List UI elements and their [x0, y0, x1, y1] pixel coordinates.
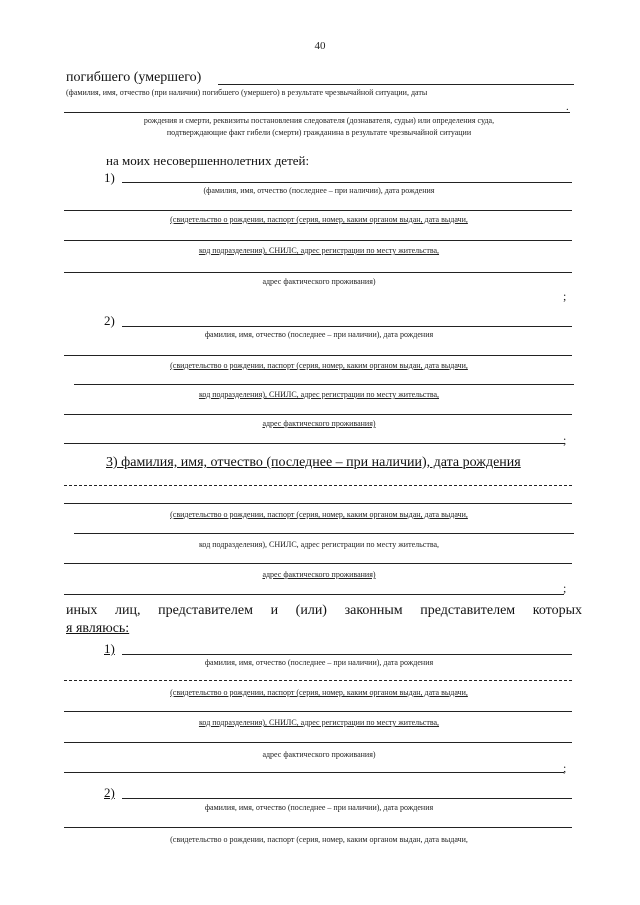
other1-semicolon: ; [563, 761, 567, 775]
other1-code-caption: код подразделения), СНИЛС, адрес регистрации по месту жительства, [198, 718, 440, 727]
deceased-title: погибшего (умершего) [66, 70, 202, 85]
others-heading-line1 [66, 603, 582, 619]
child2-fio-caption: фамилия, имя, отчество (последнее – при наличии), дата рождения [204, 330, 434, 339]
period-mark: . [566, 101, 569, 113]
others-heading-line2: я являюсь: [66, 621, 130, 636]
children-heading: на моих несовершеннолетних детей: [106, 153, 310, 168]
child3-marker: 3) фамилия, имя, отчество (последнее – при наличии), дата рождения [106, 455, 521, 470]
child2-semicolon: ; [563, 433, 567, 447]
others-word: законным [344, 603, 403, 618]
deceased-caption-2: рождения и смерти, реквизиты постановления следователя (дознавателя, судьи) или определения суда, [143, 116, 495, 125]
others-word: представителем [158, 603, 253, 618]
deceased-line [218, 84, 574, 85]
other2-doc-caption: (свидетельство о рождении, паспорт (серия, номер, каким органом выдан, дата выдачи, [170, 835, 468, 844]
other1-marker: 1) [104, 641, 115, 656]
other2-marker: 2) [104, 785, 115, 800]
child2-doc-caption: (свидетельство о рождении, паспорт (серия, номер, каким органом выдан, дата выдачи, [170, 361, 468, 370]
child3-code-caption: код подразделения), СНИЛС, адрес регистрации по месту жительства, [198, 540, 440, 549]
other1-addr-caption: адрес фактического проживания) [262, 750, 376, 759]
child1-marker: 1) [104, 170, 115, 185]
others-word: представителем [420, 603, 516, 618]
child1-fio-caption: (фамилия, имя, отчество (последнее – при наличии), дата рождения [203, 186, 435, 195]
others-word: которых [532, 603, 582, 618]
page-number: 40 [314, 40, 326, 52]
child1-doc-caption: (свидетельство о рождении, паспорт (серия, номер, каким органом выдан, дата выдачи, [170, 215, 468, 224]
child3-addr-caption: адрес фактического проживания) [262, 570, 376, 579]
child1-code-caption: код подразделения), СНИЛС, адрес регистрации по месту жительства, [198, 246, 440, 255]
child1-semicolon: ; [563, 289, 567, 303]
other1-doc-caption: (свидетельство о рождении, паспорт (серия, номер, каким органом выдан, дата выдачи, [170, 688, 468, 697]
other2-fio-caption: фамилия, имя, отчество (последнее – при наличии), дата рождения [204, 803, 434, 812]
other1-fio-caption: фамилия, имя, отчество (последнее – при наличии), дата рождения [204, 658, 434, 667]
deceased-caption: (фамилия, имя, отчество (при наличии) погибшего (умершего) в результате чрезвычайной ситуации, даты [66, 88, 428, 97]
others-word: и [270, 603, 279, 618]
others-word: лиц, [115, 603, 141, 618]
child2-addr-caption: адрес фактического проживания) [262, 419, 376, 428]
deceased-caption-3: подтверждающие факт гибели (смерти) гражданина в результате чрезвычайной ситуации [166, 128, 472, 137]
others-word: (или) [295, 603, 327, 618]
child3-semicolon: ; [563, 581, 567, 595]
child1-addr-caption: адрес фактического проживания) [262, 277, 376, 286]
child3-doc-caption: (свидетельство о рождении, паспорт (серия, номер, каким органом выдан, дата выдачи, [170, 510, 468, 519]
others-word: иных [66, 603, 98, 618]
child2-marker: 2) [104, 313, 115, 328]
child2-code-caption: код подразделения), СНИЛС, адрес регистрации по месту жительства, [198, 390, 440, 399]
